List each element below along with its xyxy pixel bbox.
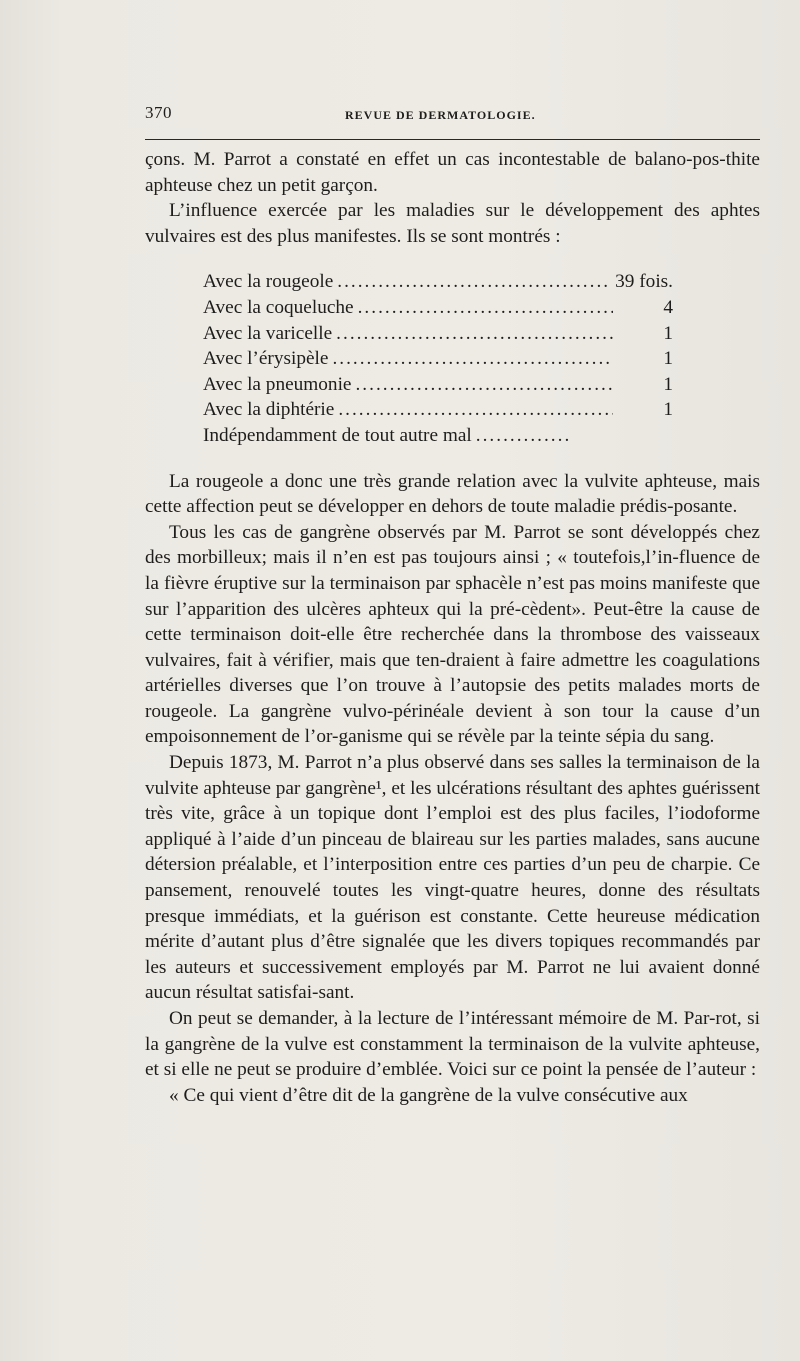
page-header [145,103,760,127]
list-item-value: 1 [663,348,673,370]
list-item-label: Avec la pneumonie [203,373,352,395]
list-item-value: 1 [663,322,673,344]
list-item [203,397,673,423]
paragraph: Tous les cas de gangrène observés par M. Parrot se sont développés chez des morbilleux; mais il n’en est pas toujours ainsi ; « toutefois,l’in-fluence de la fièvre éruptive sur la terminaison par sphacèle n’est pas moins manifeste que sur l’apparition des ulcères aphteux qui la pré-cèdent». Peut-être la cause de cette terminaison doit-elle être recherchée dans la thrombose des vaisseaux vulvaires, fait à vérifier, mais que ten-draient à faire admettre les coagulations artérielles diverses que l’on trouve à l’autopsie des petits malades morts de rougeole. La gangrène vulvo-périnéale devient à son tour la cause d’un empoisonnement de l’or-ganisme qui se révèle par la teinte sépia du sang. [145,521,760,748]
list-item-label: Avec la coqueluche [203,296,354,318]
list-item-value: 4 [663,296,673,318]
leader-dots [355,372,613,398]
leader-dots [336,321,613,347]
leader-dots [338,397,613,423]
leader-dots [358,295,613,321]
paragraph: « Ce qui vient d’être dit de la gangrène de la vulve consécutive aux [169,1084,688,1106]
paragraph: On peut se demander, à la lecture de l’intéressant mémoire de M. Par-rot, si la gangrène de la vulve est constamment la terminaison de la vulvite aphteuse, et si elle ne peut se produire d’emblée. Voici sur ce point la pensée de l’auteur : [145,1008,760,1081]
list-item [203,346,673,372]
running-title: REVUE DE DERMATOLOGIE. [345,108,536,122]
body-text [145,147,760,1108]
list-item-label: Avec la diphtérie [203,399,335,421]
list-item-label: Avec l’érysipèle [203,348,329,370]
list-item [203,423,673,449]
list-item [203,372,673,398]
leader-dots [337,269,611,295]
leader-dots [332,346,613,372]
list-item [203,295,673,321]
paragraph: L’influence exercée par les maladies sur le développement des aphtes vulvaires est des plus manifestes. Ils se sont montrés : [145,200,760,247]
header-rule [145,139,760,140]
disease-list [203,269,673,448]
paragraph: Depuis 1873, M. Parrot n’a plus observé dans ses salles la terminaison de la vulvite aphteuse par gangrène¹, et les ulcérations résultant des aphtes guérissent très vite, grâce à un topique dont l’emploi est des plus faciles, l’iodoforme appliqué à l’aide d’un pinceau de blaireau sur les parties malades, sans aucune détersion préalable, et l’interposition entre ces parties d’un peu de charpie. Ce pansement, renouvelé toutes les vingt-quatre heures, donne des résultats presque immédiats, et la guérison est constante. Cette heureuse médication mérite d’autant plus d’être signalée que les divers topiques recommandés par les auteurs et successivement employés par M. Parrot ne lui avaient donné aucun résultat satisfai-sant. [145,752,760,1004]
leader-dots [476,423,568,449]
list-item-label: Indépendamment de tout autre mal [203,424,472,446]
list-item-value: 1 [663,373,673,395]
list-item [203,321,673,347]
list-item [203,269,673,295]
list-item-value: 39 fois. [615,271,673,293]
list-item-value: 1 [663,399,673,421]
paragraph: La rougeole a donc une très grande relation avec la vulvite aphteuse, mais cette affection peut se développer en dehors de toute maladie prédis-posante. [145,470,760,518]
list-item-label: Avec la varicelle [203,322,333,344]
paragraph: çons. M. Parrot a constaté en effet un cas incontestable de balano-pos-thite aphteuse chez un petit garçon. [145,149,760,196]
page-number: 370 [145,103,172,122]
list-item-label: Avec la rougeole [203,271,334,293]
